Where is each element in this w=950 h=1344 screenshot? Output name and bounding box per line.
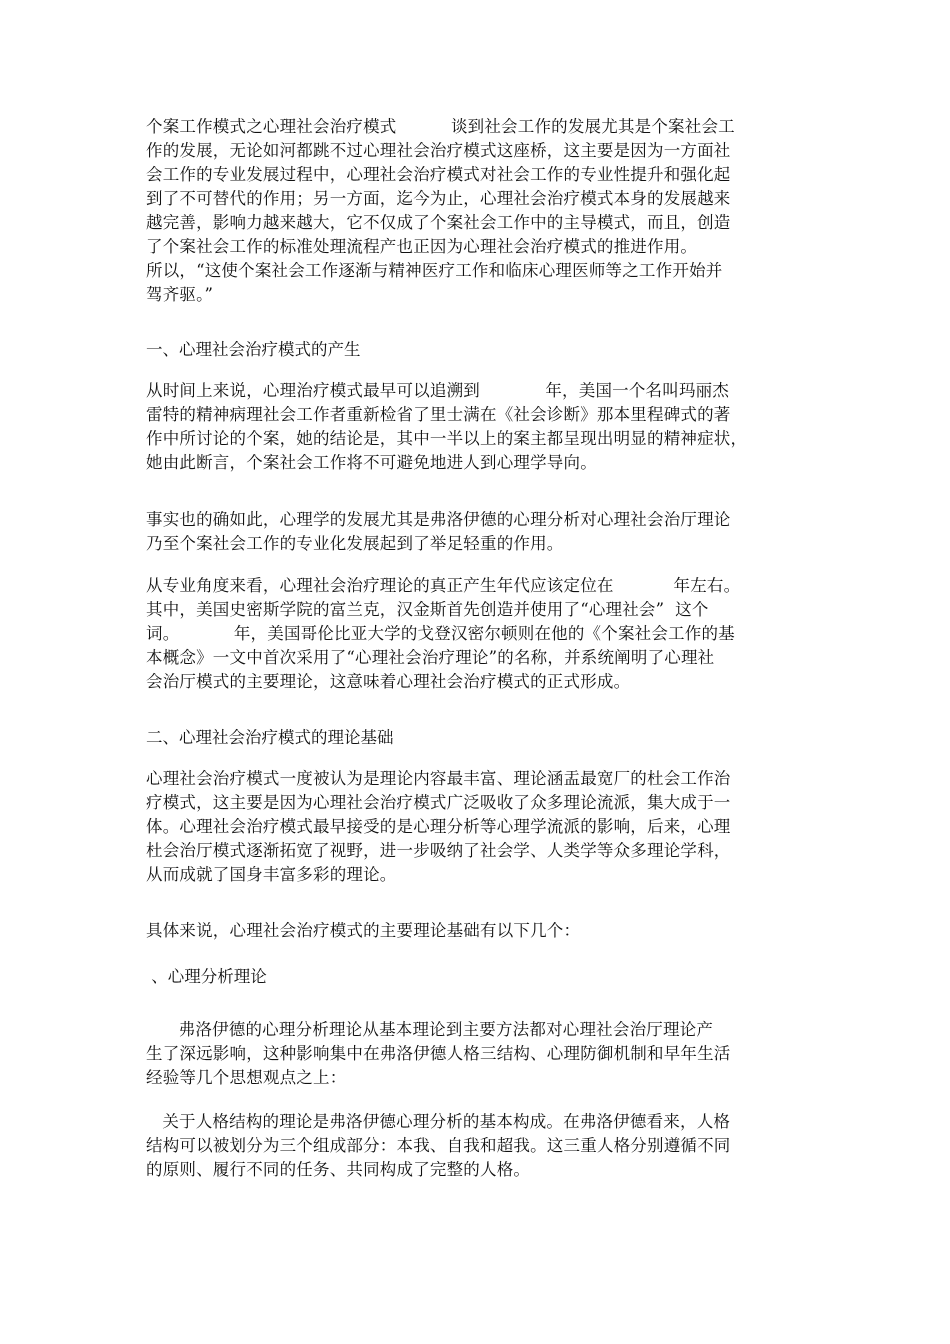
text-line: 体。心理社会治疗模式最早接受的是心理分析等心理学流派的影响，后来，心理 — [146, 817, 731, 836]
intro-paragraph — [146, 115, 816, 307]
text-line: 经验等几个思想观点之上： — [146, 1068, 347, 1087]
text-line: 结构可以被划分为三个组成部分：本我、自我和超我。这三重人格分别遵循不同 — [146, 1136, 731, 1155]
paragraph — [146, 1110, 816, 1182]
text-line: 本概念》一文中首次采用了“心理社会治疗理论”的名称，并系统阐明了心理社 — [146, 648, 715, 667]
text-line: 疗模式，这主要是因为心理社会治疗模式广泛吸收了众多理论流派，集大成于一 — [146, 793, 731, 812]
text-line: 词。 年，美国哥伦比亚大学的戈登汉密尔顿则在他的《个案社会工作的基 — [146, 624, 735, 643]
text-line: 事实也的确如此，心理学的发展尤其是弗洛伊德的心理分析对心理社会治厅理论 — [146, 510, 731, 529]
text-line: 其中，美国史密斯学院的富兰克，汉金斯首先创造并使用了“心理社会” 这个 — [146, 600, 709, 619]
paragraph — [146, 1018, 816, 1090]
text-line: 弗洛伊德的心理分析理论从基本理论到主要方法都对心理社会治厅理论产 — [146, 1020, 714, 1039]
text-line: 的原则、履行不同的任务、共同构成了完整的人格。 — [146, 1160, 531, 1179]
paragraph — [146, 508, 816, 556]
text-line: 所以，“这使个案社会工作逐渐与精神医疗工作和临床心理医师等之工作开始并 — [146, 261, 723, 280]
text-line: 作中所讨论的个案，她的结论是，其中一半以上的案主都呈现出明显的精神症状， — [146, 429, 748, 448]
text-line: 了个案社会工作的标准处理流程产也正因为心理社会治疗模式的推进作用。 — [146, 237, 698, 256]
text-line: 具体来说，心理社会治疗模式的主要理论基础有以下几个： — [146, 921, 581, 940]
text-line: 雷特的精神病理社会工作者重新检省了里士满在《社会诊断》那本里程碑式的著 — [146, 405, 731, 424]
text-line: 驾齐驱。” — [146, 285, 214, 304]
text-line: 关于人格结构的理论是弗洛伊德心理分析的基本构成。在弗洛伊德看来，人格 — [146, 1112, 731, 1131]
text-line: 乃至个案社会工作的专业化发展起到了举足轻重的作用。 — [146, 534, 564, 553]
paragraph — [146, 767, 816, 887]
text-line: 从时间上来说，心理治疗模式最早可以追溯到 年，美国一个名叫玛丽杰 — [146, 381, 730, 400]
paragraph — [146, 574, 816, 694]
text-line: 会工作的专业发展过程中，心理社会治疗模式对社会工作的专业性提升和强化起 — [146, 165, 731, 184]
paragraph — [146, 919, 816, 943]
text-line: 会治厅模式的主要理论，这意味着心理社会治疗模式的正式形成。 — [146, 672, 631, 691]
text-line: 心理社会治疗模式一度被认为是理论内容最丰富、理论涵盂最宽厂的杜会工作治 — [146, 769, 731, 788]
section-heading: 一、心理社会治疗模式的产生 — [146, 340, 361, 359]
text-line: 她由此断言，个案社会工作将不可避免地进人到心理学导向。 — [146, 453, 597, 472]
text-line: 个案工作模式之心理社会治疗模式 谈到社会工作的发展尤其是个案社会工 — [146, 117, 735, 136]
section-heading: 二、心理社会治疗模式的理论基础 — [146, 728, 394, 747]
text-line: 作的发展，无论如河都跳不过心理社会治疗模式这座桥，这主要是因为一方面社 — [146, 141, 731, 160]
text-line: 杜会治厅模式逐渐拓宽了视野，进一步吸纳了社会学、人类学等众多理论学科， — [146, 841, 731, 860]
text-line: 越完善，影响力越来越大，它不仅成了个案社会工作中的主导模式，而且，创造 — [146, 213, 731, 232]
text-line: 从而成就了国身丰富多彩的理论。 — [146, 865, 397, 884]
text-line: 生了深远影响，这种影响集中在弗洛伊德人格三结构、心理防御机制和早年生活 — [146, 1044, 731, 1063]
paragraph — [146, 379, 816, 475]
text-line: 到了不可替代的作用；另一方面，迄今为止，心理社会治疗模式本身的发展越来 — [146, 189, 731, 208]
sub-heading: 、心理分析理论 — [146, 967, 267, 986]
text-line: 从专业角度来看，心理社会治疗理论的真正产生年代应该定位在 年左右。 — [146, 576, 741, 595]
